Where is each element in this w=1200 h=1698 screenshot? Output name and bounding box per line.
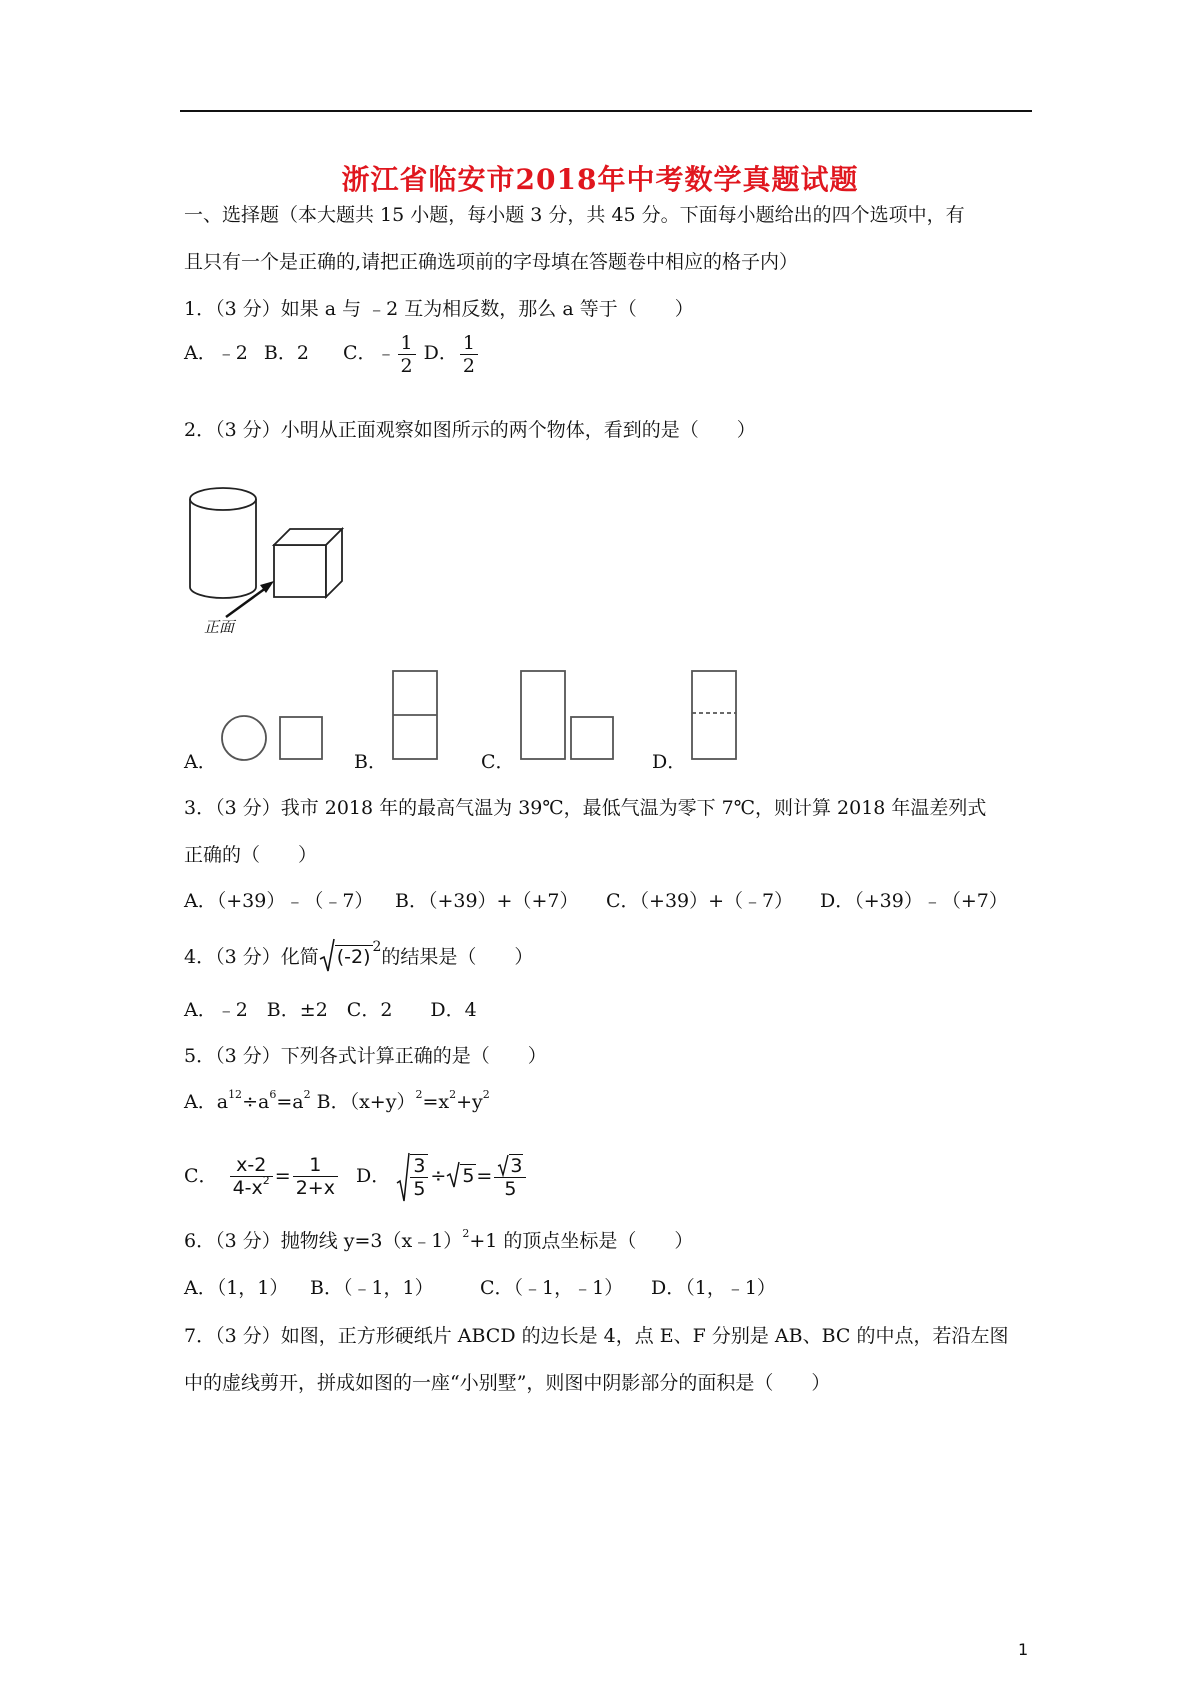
q5-c-fraction-right — [293, 1154, 338, 1199]
q3-option-c: C．（+39）+（﹣7） — [606, 890, 794, 912]
q1-option-b: B．2 — [263, 342, 309, 364]
q5-c-denominator-left — [230, 1174, 273, 1199]
q5-c-fraction-left — [230, 1154, 273, 1199]
q2-option-d-label: D． — [652, 751, 687, 773]
q6-option-c: C．（﹣1，﹣1） — [480, 1277, 624, 1299]
section-intro-line1: 一、选择题（本大题共 15 小题，每小题 3 分，共 45 分。下面每小题给出的四个选项中，有 — [184, 204, 965, 226]
q3-option-a: A．（+39）﹣（﹣7） — [184, 890, 374, 912]
q2-stem: 2．（3 分）小明从正面观察如图所示的两个物体，看到的是（ ） — [184, 419, 756, 441]
q1-stem: 1．（3 分）如果 a 与 ﹣2 互为相反数，那么 a 等于（ ） — [184, 298, 694, 320]
q7-stem-line1: 7．（3 分）如图，正方形硬纸片 ABCD 的边长是 4，点 E、F 分别是 AB、BC 的中点，若沿左图 — [184, 1325, 1009, 1347]
q5-b-exp2: 2 — [449, 1088, 457, 1101]
q2-option-d-figure — [690, 669, 740, 763]
q5-d-numerator-2-text: 3 — [510, 1154, 523, 1177]
q5-b-exp: 2 — [415, 1088, 423, 1101]
q2-option-c-label: C． — [481, 751, 515, 773]
q4-radical-sign — [319, 937, 335, 973]
q4-stem — [184, 937, 533, 973]
q3-stem-line1: 3．（3 分）我市 2018 年的最高气温为 39℃，最低气温为零下 7℃，则计算 2018 年温差列式 — [184, 797, 987, 819]
q4-exponent: 2 — [372, 939, 382, 955]
q4-options: A．﹣2 B．±2 C．2 D．4 — [184, 999, 477, 1021]
q2-option-a-label: A． — [184, 751, 217, 773]
q4-radicand: (-2) — [336, 946, 371, 968]
q5-d-fraction-1 — [410, 1154, 428, 1200]
q5-c-denominator-left-text: 4-x — [232, 1177, 263, 1199]
q2-option-b-label: B． — [354, 751, 387, 773]
q1-options — [184, 330, 480, 377]
q5-a-exp1: 12 — [228, 1088, 243, 1101]
q5-d-numerator-2 — [494, 1154, 526, 1178]
page-number: 1 — [1018, 1640, 1029, 1659]
q2-option-b-figure — [391, 669, 441, 763]
q6-stem — [184, 1229, 693, 1253]
q1-c-denominator: 2 — [400, 354, 413, 377]
q5-d-radical-sign-1 — [396, 1151, 410, 1203]
q1-d-numerator: 1 — [460, 332, 478, 355]
q6-option-a: A．（1，1） — [184, 1277, 289, 1299]
q5-a-div: ÷ — [242, 1091, 258, 1113]
q1-d-denominator: 2 — [462, 354, 475, 377]
q5-c-numerator-left: x-2 — [230, 1154, 273, 1177]
q5-a-exp2: 6 — [269, 1088, 277, 1101]
q5-d-radical-sign-2 — [446, 1160, 460, 1188]
q6-stem-prefix: 6．（3 分）抛物线 y=3（x﹣1） — [184, 1230, 463, 1252]
q5-option-c-label: C． — [184, 1165, 218, 1187]
q4-stem-suffix: 的结果是（ ） — [381, 946, 534, 968]
q1-option-d-fraction — [460, 332, 478, 377]
q5-c-denominator-left-exp: 2 — [262, 1174, 270, 1187]
q5-b-plus: +y — [456, 1091, 483, 1113]
q5-d-denominator-2: 5 — [504, 1177, 517, 1200]
q6-option-b: B．（﹣1，1） — [310, 1277, 434, 1299]
q2-option-c-figure — [519, 669, 619, 763]
q5-d-denominator-1: 5 — [413, 1177, 426, 1200]
q2-figure-label: 正面 — [204, 618, 235, 636]
q5-c-eq: = — [274, 1165, 291, 1187]
q5-c-denominator-right: 2+x — [295, 1177, 335, 1199]
q5-option-d-label: D． — [356, 1165, 391, 1187]
q5-option-b-label: B． — [316, 1091, 350, 1113]
q5-options-ab — [184, 1090, 490, 1114]
q2-option-a-figure — [220, 713, 330, 763]
q1-option-a: A．﹣2 — [184, 342, 248, 364]
q6-exponent: 2 — [462, 1227, 470, 1240]
section-intro-line2: 且只有一个是正确的,请把正确选项前的字母填在答题卷中相应的格子内） — [184, 251, 799, 273]
q5-d-radical-sign-3 — [497, 1154, 509, 1176]
q5-d-div: ÷ — [430, 1165, 447, 1187]
q5-d-radicand: 5 — [462, 1165, 475, 1187]
page-title: 浙江省临安市2018年中考数学真题试题 — [341, 163, 859, 196]
q6-option-d: D．（1，﹣1） — [651, 1277, 776, 1299]
q3-stem-line2: 正确的（ ） — [184, 844, 318, 866]
q5-c-numerator-right: 1 — [293, 1154, 338, 1177]
q1-option-d: D． — [423, 342, 458, 364]
q4-stem-prefix: 4．（3 分）化简 — [184, 946, 319, 968]
q5-a-base2: a — [257, 1091, 270, 1113]
q3-option-d: D．（+39）﹣（+7） — [820, 890, 1008, 912]
q3-option-b: B．（+39）+（+7） — [395, 890, 579, 912]
q5-d-eq: = — [476, 1165, 493, 1187]
q1-option-c-fraction — [398, 332, 416, 377]
q2-figure-cylinder-and-cube — [186, 485, 366, 635]
q5-b-expr: （x+y） — [349, 1091, 416, 1113]
q6-stem-suffix: +1 的顶点坐标是（ ） — [469, 1230, 694, 1252]
q5-d-numerator-1: 3 — [410, 1155, 428, 1178]
q5-options-cd — [184, 1148, 528, 1204]
q5-a-base1: a — [216, 1091, 229, 1113]
q5-b-exp3: 2 — [482, 1088, 490, 1101]
q1-c-numerator: 1 — [398, 332, 416, 355]
q5-d-fraction-2 — [494, 1154, 526, 1200]
q5-stem: 5．（3 分）下列各式计算正确的是（ ） — [184, 1045, 547, 1067]
q5-b-eq: =x — [422, 1091, 450, 1113]
header-rule — [180, 110, 1032, 112]
q5-option-a-label: A． — [184, 1091, 217, 1113]
q7-stem-line2: 中的虚线剪开，拼成如图的一座“小别墅”，则图中阴影部分的面积是（ ） — [184, 1372, 831, 1394]
q1-option-c: C． — [342, 342, 377, 364]
q5-a-eq: =a — [276, 1091, 304, 1113]
q1-option-c-sign: ﹣ — [376, 342, 396, 364]
q5-a-exp3: 2 — [303, 1088, 311, 1101]
